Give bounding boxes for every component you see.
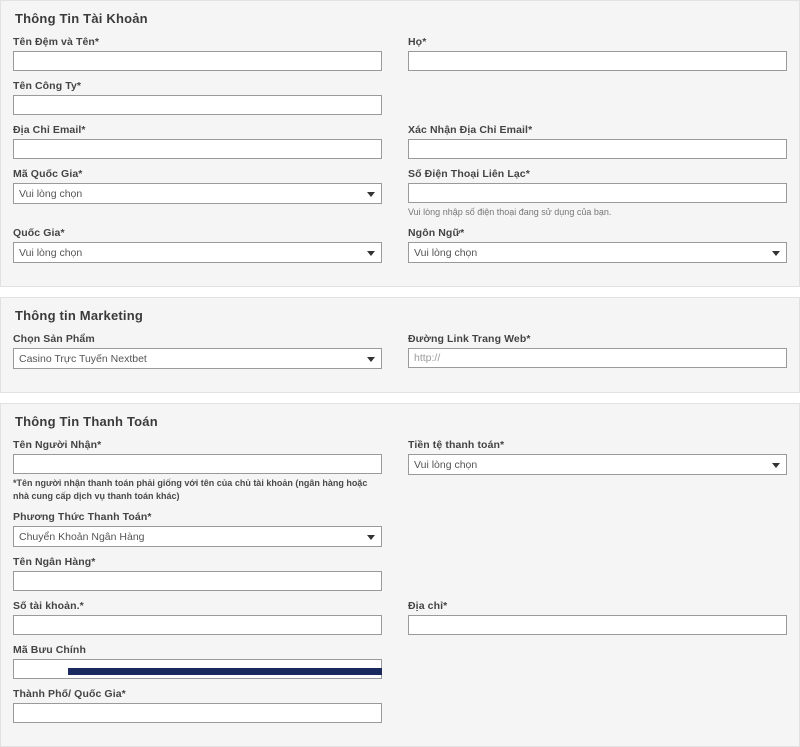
col-right: [400, 227, 787, 272]
col-left: [13, 227, 400, 272]
section-title-marketing: Thông tin Marketing: [15, 308, 144, 324]
field-email-confirm: [408, 124, 787, 159]
phone-hint: Vui lòng nhập số điện thoại đang sử dụng của bạn.: [408, 207, 612, 217]
row-bank-name: [13, 556, 787, 600]
row-name: [13, 36, 787, 80]
row-phone: [13, 168, 787, 227]
col-right: [400, 600, 787, 644]
label-country: Quốc Gia*: [13, 227, 65, 240]
payment-method-select-wrap: [13, 526, 382, 547]
country-code-select[interactable]: [13, 183, 382, 204]
language-select-wrap: [408, 242, 787, 263]
label-payee-name: Tên Người Nhận*: [13, 439, 102, 452]
field-account-number: [13, 600, 382, 635]
label-phone: Số Điện Thoại Liên Lạc*: [408, 168, 530, 180]
section-account-info: [0, 0, 800, 287]
col-right: [400, 36, 787, 80]
col-left: [13, 36, 400, 80]
field-bank-name: [13, 556, 382, 591]
label-country-code: Mã Quốc Gia*: [13, 168, 83, 180]
field-currency: [408, 439, 787, 475]
field-last-name: [408, 36, 787, 71]
field-address: [408, 600, 787, 635]
label-currency: Tiền tệ thanh toán*: [408, 439, 505, 452]
label-bank-name: Tên Ngân Hàng*: [13, 556, 96, 569]
field-country: [13, 227, 382, 263]
col-right-empty: [400, 511, 787, 556]
phone-input[interactable]: [408, 183, 787, 203]
payment-method-select[interactable]: [13, 526, 382, 547]
row-company: [13, 80, 787, 124]
city-country-input[interactable]: [13, 703, 382, 723]
col-right-empty: [400, 80, 787, 124]
last-name-input[interactable]: [408, 51, 787, 71]
col-left: [13, 80, 400, 124]
label-address: Địa chỉ*: [408, 600, 448, 613]
col-left: [13, 511, 400, 556]
label-account-number: Số tài khoản.*: [13, 600, 84, 613]
label-product: Chọn Sản Phẩm: [13, 333, 95, 346]
field-payment-method: [13, 511, 382, 547]
email-input[interactable]: [13, 139, 382, 159]
col-right: [400, 333, 787, 378]
row-payment-method: [13, 511, 787, 556]
col-left: [13, 439, 400, 511]
account-number-input[interactable]: [13, 615, 382, 635]
field-email: [13, 124, 382, 159]
label-website: Đường Link Trang Web*: [408, 333, 531, 346]
label-last-name: Họ*: [408, 36, 427, 48]
footer-accent-bar: [0, 665, 800, 675]
col-right: [400, 439, 787, 511]
field-website: [408, 333, 787, 368]
language-select[interactable]: [408, 242, 787, 263]
label-city-country: Thành Phố/ Quốc Gia*: [13, 688, 126, 701]
label-payment-method: Phương Thức Thanh Toán*: [13, 511, 152, 524]
label-first-name: Tên Đệm và Tên*: [13, 36, 100, 48]
currency-select-wrap: [408, 454, 787, 475]
product-select[interactable]: [13, 348, 382, 369]
section-marketing-info: [0, 297, 800, 393]
field-first-name: [13, 36, 382, 71]
row-account-address: [13, 600, 787, 644]
label-company: Tên Công Ty*: [13, 80, 82, 92]
footer-accent-segment: [68, 668, 382, 675]
field-country-code: [13, 168, 382, 204]
row-email: [13, 124, 787, 168]
col-right-empty: [400, 556, 787, 600]
email-confirm-input[interactable]: [408, 139, 787, 159]
col-left: [13, 124, 400, 168]
field-product: [13, 333, 382, 369]
row-city-country: [13, 688, 787, 732]
col-left: [13, 556, 400, 600]
field-city-country: [13, 688, 382, 723]
payee-name-note: *Tên người nhận thanh toán phải giống với tên của chủ tài khoản (ngân hàng hoặc nhà cung cấp dịch vụ thanh toán khác): [13, 478, 368, 501]
section-title-account: Thông Tin Tài Khoản: [15, 11, 148, 26]
row-marketing: [13, 333, 787, 378]
section-payment-info: [0, 403, 800, 747]
col-right: [400, 168, 787, 227]
product-select-wrap: [13, 348, 382, 369]
col-right-empty: [400, 688, 787, 732]
country-select[interactable]: [13, 242, 382, 263]
country-code-select-wrap: [13, 183, 382, 204]
field-company: [13, 80, 382, 115]
field-language: [408, 227, 787, 263]
address-input[interactable]: [408, 615, 787, 635]
currency-select[interactable]: [408, 454, 787, 475]
country-select-wrap: [13, 242, 382, 263]
label-email-confirm: Xác Nhận Địa Chỉ Email*: [408, 124, 533, 136]
label-email: Địa Chỉ Email*: [13, 124, 86, 136]
payee-name-input[interactable]: [13, 454, 382, 474]
bank-name-input[interactable]: [13, 571, 382, 591]
label-postal-code: Mã Bưu Chính: [13, 644, 86, 657]
col-left: [13, 600, 400, 644]
col-left: [13, 333, 400, 378]
field-phone: [408, 168, 787, 218]
label-language: Ngôn Ngữ*: [408, 227, 465, 240]
website-input[interactable]: [408, 348, 787, 368]
col-right: [400, 124, 787, 168]
col-left: [13, 168, 400, 227]
row-country-language: [13, 227, 787, 272]
company-input[interactable]: [13, 95, 382, 115]
row-payee-currency: [13, 439, 787, 511]
section-title-payment: Thông Tin Thanh Toán: [15, 414, 158, 430]
col-left: [13, 688, 400, 732]
first-name-input[interactable]: [13, 51, 382, 71]
field-payee-name: [13, 439, 382, 502]
